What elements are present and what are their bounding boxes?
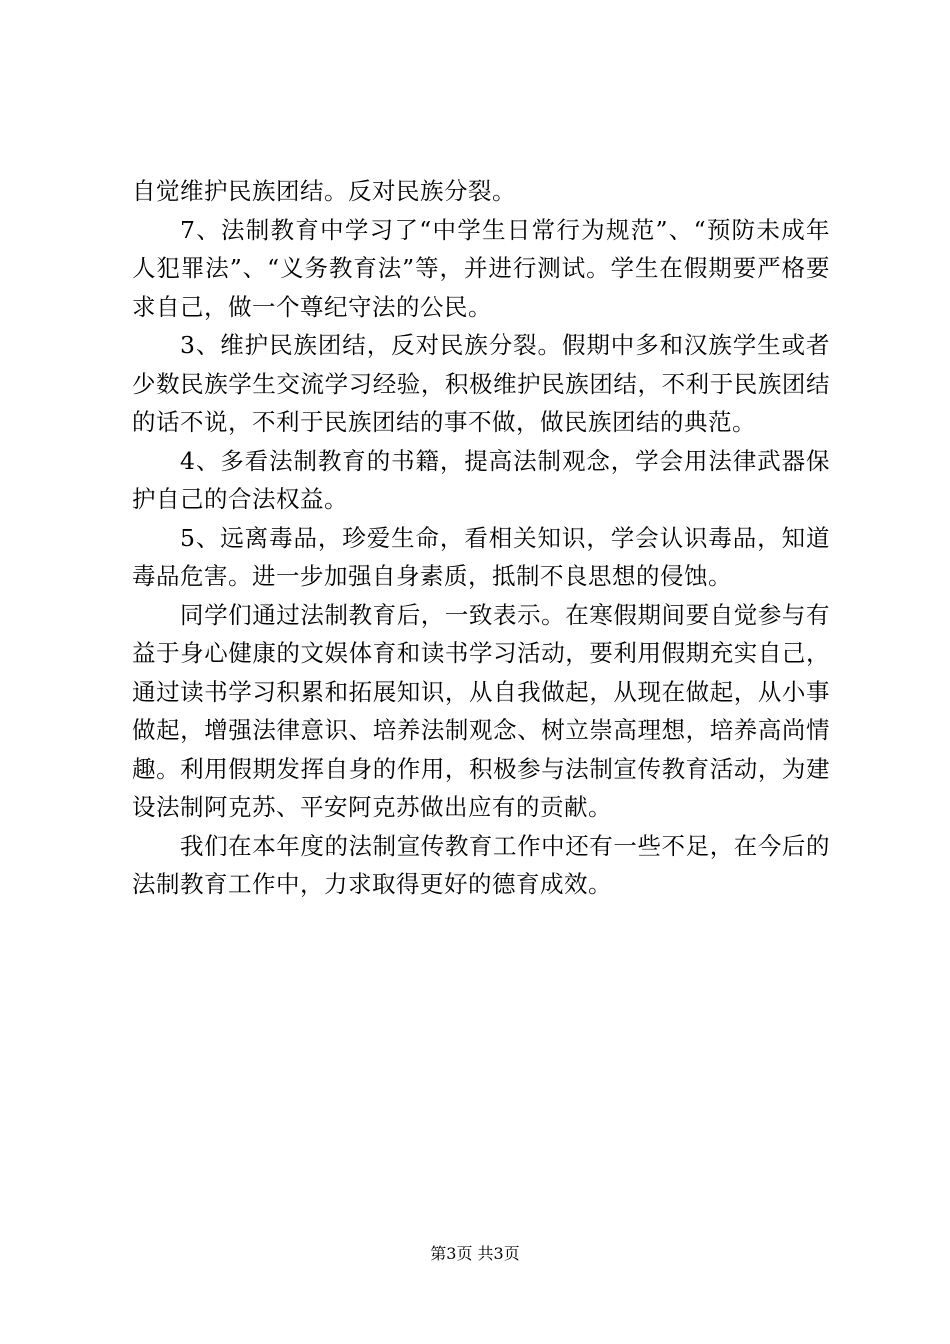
paragraph-item-4: 4、多看法制教育的书籍，提高法制观念，学会用法律武器保护自己的合法权益。	[132, 446, 830, 513]
paragraph-item-3: 3、维护民族团结，反对民族分裂。假期中多和汉族学生或者少数民族学生交流学习经验，积极维护民族团结，不利于民族团结的话不说，不利于民族团结的事不做，做民族团结的典范。	[132, 331, 830, 436]
paragraph-item-7: 7、法制教育中学习了“中学生日常行为规范”、“预防未成年人犯罪法”、“义务教育法”等，并进行测试。学生在假期要严格要求自己，做一个尊纪守法的公民。	[132, 215, 830, 321]
paragraph-item-5: 5、远离毒品，珍爱生命，看相关知识，学会认识毒品，知道毒品危害。进一步加强自身素质，抵制不良思想的侵蚀。	[132, 523, 830, 590]
paragraph-summary: 同学们通过法制教育后，一致表示。在寒假期间要自觉参与有益于身心健康的文娱体育和读书学习活动，要利用假期充实自己，通过读书学习积累和拓展知识，从自我做起，从现在做起，从小事做起，增强法律意识、培养法制观念、树立崇高理想，培养高尚情趣。利用假期发挥自身的作用，积极参与法制宣传教育活动，为建设法制阿克苏、平安阿克苏做出应有的贡献。	[132, 600, 830, 821]
paragraph-conclusion: 我们在本年度的法制宣传教育工作中还有一些不足，在今后的法制教育工作中，力求取得更好的德育成效。	[132, 831, 830, 898]
page-footer	[0, 1243, 950, 1265]
page-number: 第3页	[430, 1244, 473, 1263]
page-total: 共3页	[477, 1244, 520, 1263]
paragraph-continuation: 自觉维护民族团结。反对民族分裂。	[132, 177, 516, 205]
document-body	[132, 172, 830, 904]
